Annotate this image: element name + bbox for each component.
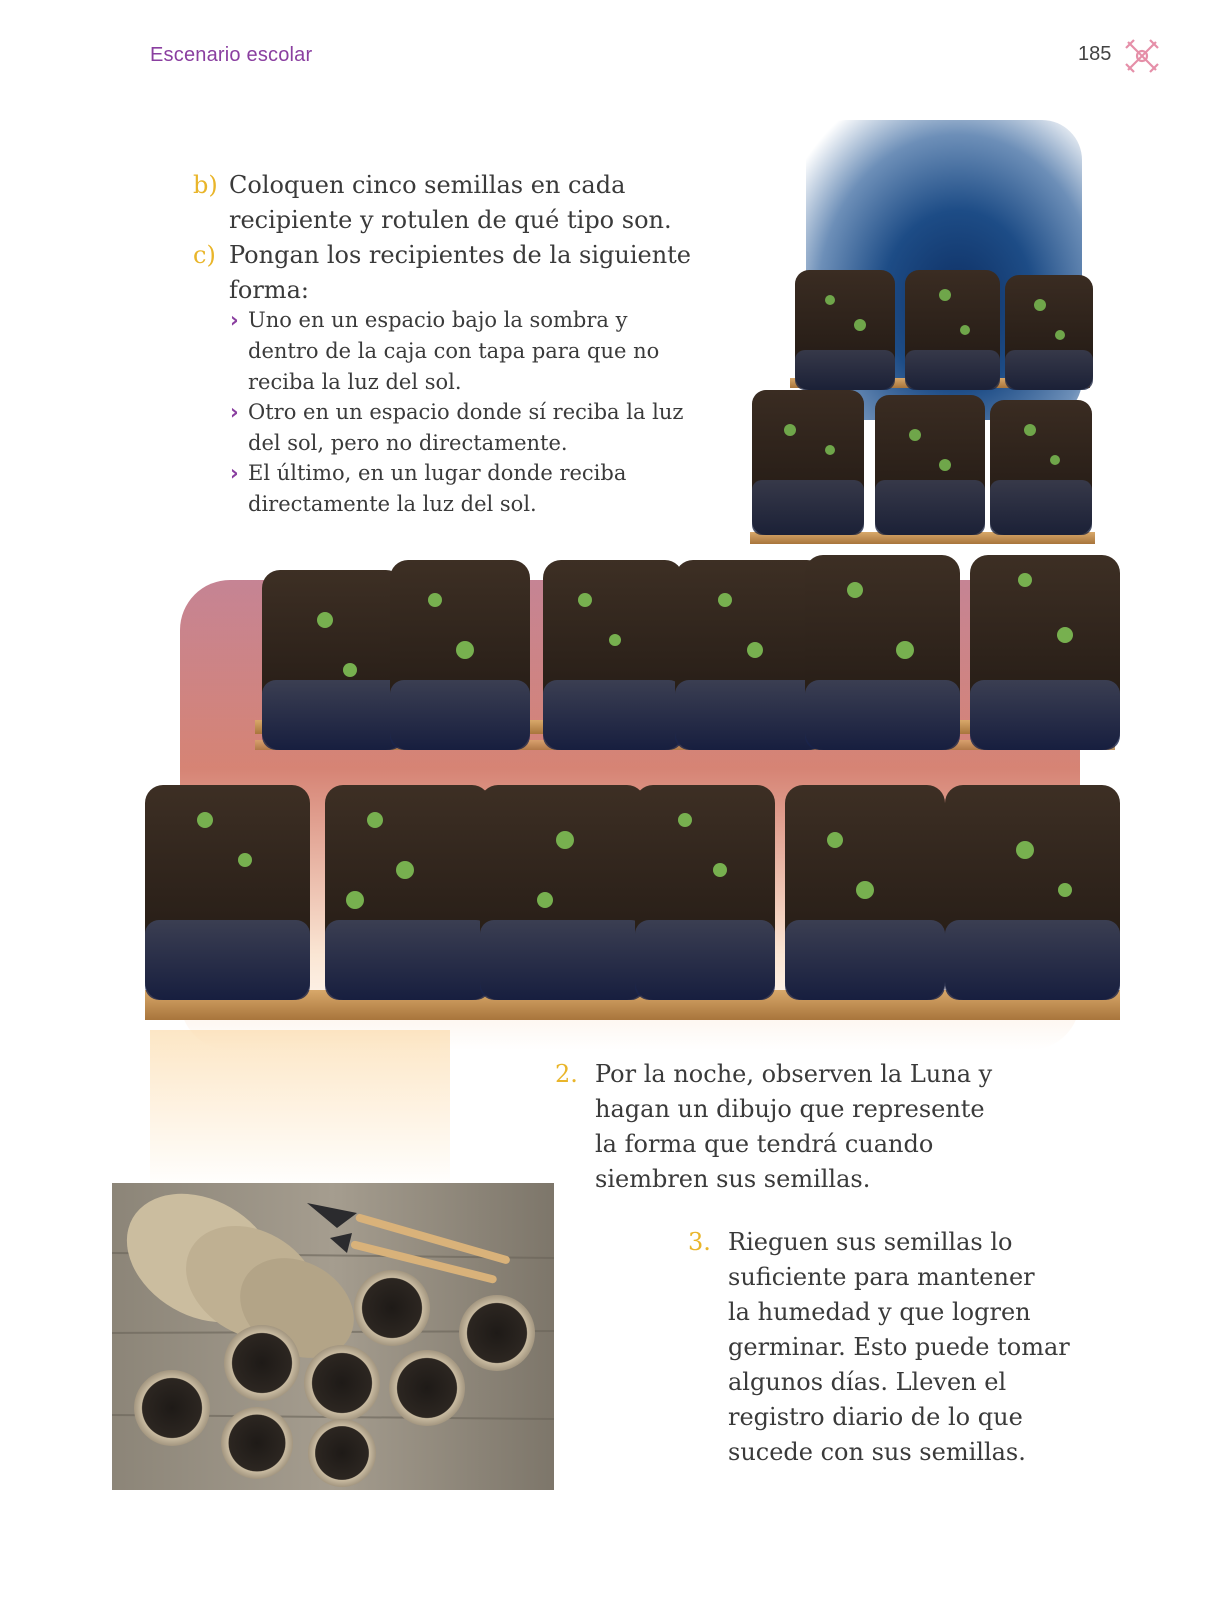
bullet-item [230, 397, 720, 459]
step-3-line: algunos días. Lleven el [728, 1368, 1007, 1396]
step-3-number: 3. [688, 1228, 711, 1256]
instruction-c [193, 238, 733, 308]
step-3-line: registro diario de lo que [728, 1403, 1023, 1431]
instruction-c-line: Pongan los recipientes de la siguiente [229, 241, 691, 269]
step-3-line: germinar. Esto puede tomar [728, 1333, 1070, 1361]
chevron-right-icon: › [230, 400, 239, 424]
step-2 [555, 1057, 1035, 1197]
section-label: Escenario escolar [150, 44, 313, 66]
step-2-number: 2. [555, 1060, 578, 1088]
bullet-line: El último, en un lugar donde reciba [248, 461, 627, 485]
bullet-line: directamente la luz del sol. [248, 492, 537, 516]
step-3-line: Rieguen sus semillas lo [728, 1228, 1013, 1256]
instruction-b-line: recipiente y rotulen de qué tipo son. [229, 206, 672, 234]
chevron-right-icon: › [230, 308, 239, 332]
bullet-line: dentro de la caja con tapa para que no [248, 339, 660, 363]
peat-pots-photo [112, 1183, 554, 1490]
marker-b: b) [193, 171, 218, 199]
instruction-b [193, 168, 733, 238]
marker-c: c) [193, 241, 216, 269]
instruction-c-line: forma: [229, 276, 309, 304]
page-number: 185 [1078, 43, 1112, 65]
seedling-trays-photo-top [750, 250, 1100, 550]
step-3-line: sucede con sus semillas. [728, 1438, 1026, 1466]
peach-gradient-decoration [150, 1030, 450, 1190]
ornament-icon [1124, 38, 1160, 74]
step-2-line: hagan un dibujo que represente [595, 1095, 985, 1123]
step-2-line: Por la noche, observen la Luna y [595, 1060, 993, 1088]
instruction-b-line: Coloquen cinco semillas en cada [229, 171, 626, 199]
bullet-item [230, 305, 720, 398]
chevron-right-icon: › [230, 461, 239, 485]
bullet-line: Uno en un espacio bajo la sombra y [248, 308, 628, 332]
step-3 [688, 1225, 1108, 1470]
bullet-line: Otro en un espacio donde sí reciba la luz [248, 400, 684, 424]
step-2-line: la forma que tendrá cuando [595, 1130, 934, 1158]
seedling-trays-photo-main [145, 540, 1125, 1025]
bullet-line: del sol, pero no directamente. [248, 431, 568, 455]
bullet-line: reciba la luz del sol. [248, 370, 462, 394]
step-3-line: suficiente para mantener [728, 1263, 1035, 1291]
bullet-item [230, 458, 720, 520]
step-3-line: la humedad y que logren [728, 1298, 1031, 1326]
step-2-line: siembren sus semillas. [595, 1165, 871, 1193]
